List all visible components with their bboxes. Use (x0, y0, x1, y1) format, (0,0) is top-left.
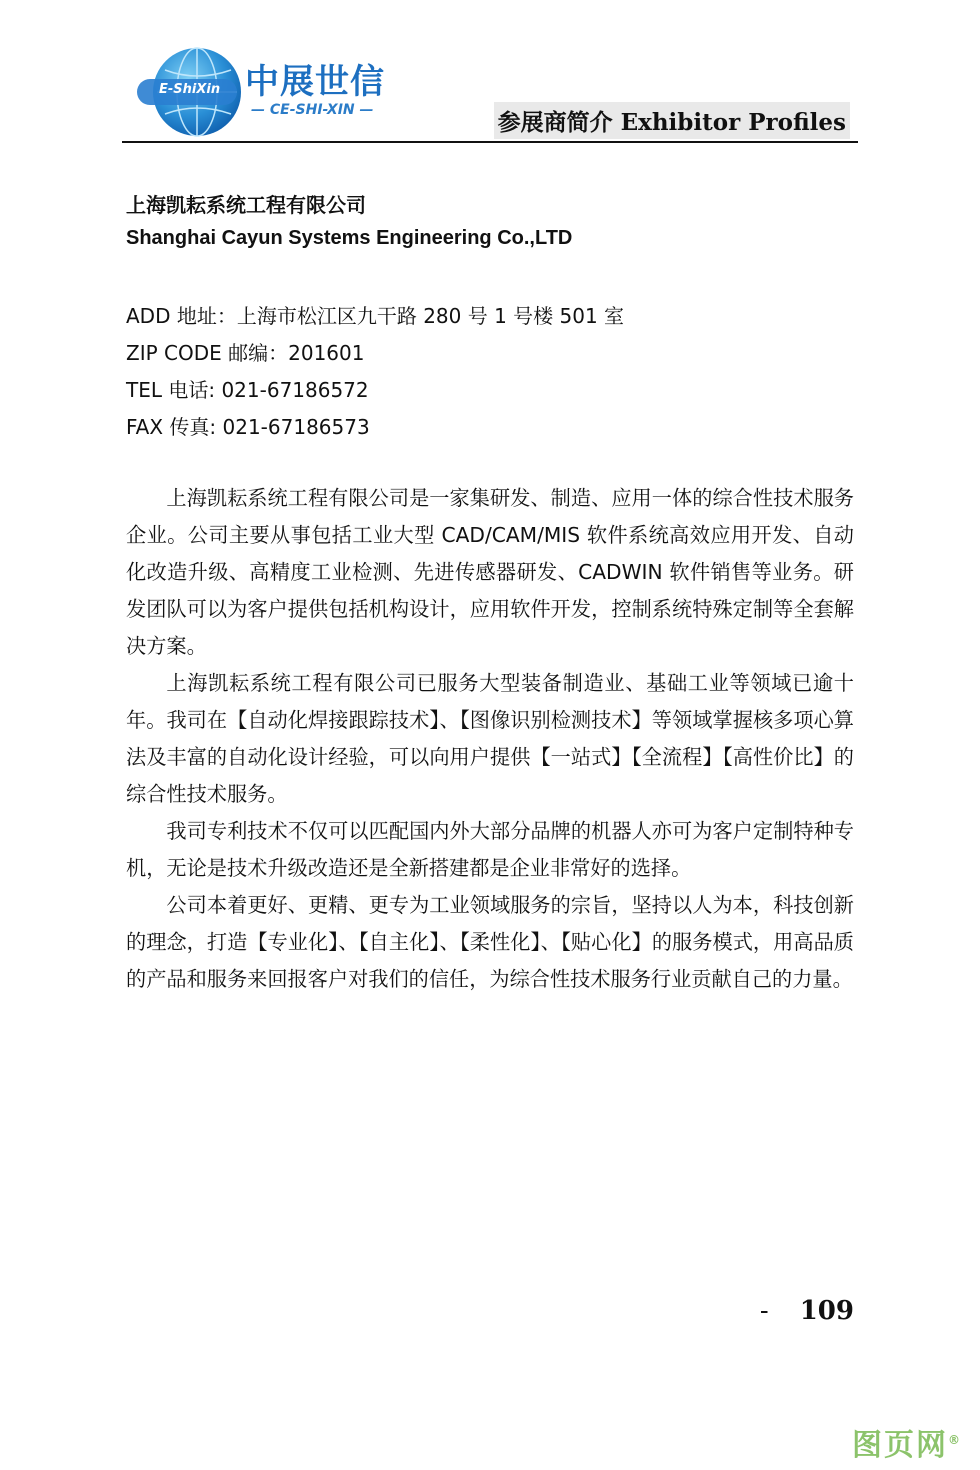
watermark-text: 图页网 (852, 1428, 948, 1463)
paragraph: 上海凯耘系统工程有限公司是一家集研发、制造、应用一体的综合性技术服务企业。公司主要从事包括工业大型 CAD/CAM/MIS 软件系统高效应用开发、自动化改造升级、高精度工业检测、先进传感器研发、CADWIN 软件销售等业务。研发团队可以为客户提供包括机构设计，应用软件开发，控制系统特殊定制等全套解决方案。 (126, 486, 854, 658)
contact-tel: TEL 电话: 021-67186572 (126, 378, 369, 402)
page-number-dash: - (759, 1296, 769, 1326)
logo-globe-text: E-ShiXin (159, 82, 221, 97)
contact-fax: FAX 传真: 021-67186573 (126, 415, 370, 439)
logo (135, 46, 405, 138)
section-title: 参展商简介 Exhibitor Profiles (494, 102, 850, 139)
registered-mark: ® (948, 1433, 962, 1447)
paragraph: 上海凯耘系统工程有限公司已服务大型装备制造业、基础工业等领域已逾十年。我司在【自动化焊接跟踪技术】、【图像识别检测技术】等领域掌握核多项心算法及丰富的自动化设计经验，可以向用户提供【一站式】【全流程】【高性价比】的综合性技术服务。 (126, 671, 854, 806)
logo-english-text: — CE-SHI-XIN — (251, 102, 374, 118)
page-number (760, 1296, 854, 1326)
logo-chinese-text: 中展世信 (245, 62, 385, 102)
watermark (852, 1420, 962, 1464)
contact-address: ADD 地址：上海市松江区九干路 280 号 1 号楼 501 室 (126, 304, 625, 328)
contact-zip: ZIP CODE 邮编：201601 (126, 341, 365, 365)
company-name-en: Shanghai Cayun Systems Engineering Co.,LTD (126, 227, 573, 249)
company-description (126, 480, 854, 998)
contact-block (126, 298, 624, 446)
paragraph: 公司本着更好、更精、更专为工业领域服务的宗旨，坚持以人为本，科技创新的理念，打造【专业化】、【自主化】、【柔性化】、【贴心化】的服务模式，用高品质的产品和服务来回报客户对我们的信任，为综合性技术服务行业贡献自己的力量。 (126, 893, 854, 991)
company-name-cn: 上海凯耘系统工程有限公司 (126, 193, 366, 217)
paragraph: 我司专利技术不仅可以匹配国内外大部分品牌的机器人亦可为客户定制特种专机，无论是技术升级改造还是全新搭建都是企业非常好的选择。 (126, 819, 854, 880)
header-divider (122, 141, 858, 143)
page-number-value: 109 (799, 1296, 854, 1326)
